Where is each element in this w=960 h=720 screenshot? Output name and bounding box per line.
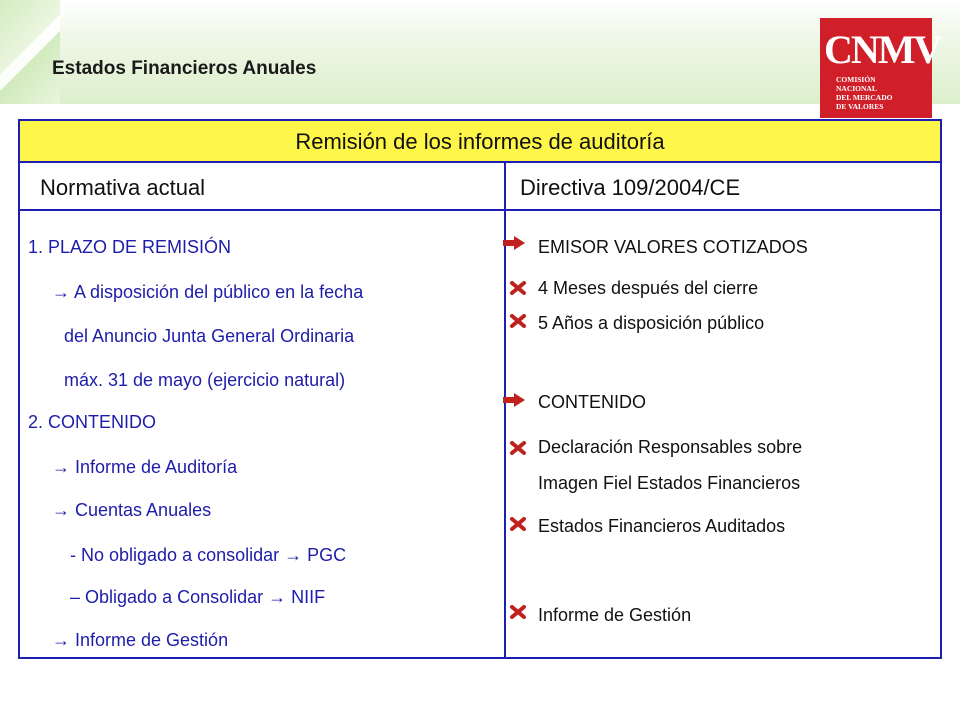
left-item: → A disposición del público en la fecha (52, 282, 364, 302)
left-item: - No obligado a consolidar → PGC (70, 545, 347, 565)
red-arrow-icon (503, 393, 525, 407)
red-x-icon (509, 314, 527, 328)
left-item: → Cuentas Anuales (52, 500, 212, 520)
red-x-icon (509, 517, 527, 531)
left-item: – Obligado a Consolidar → NIIF (70, 587, 326, 607)
left-column-header: Normativa actual (40, 175, 206, 200)
table-title: Remisión de los informes de auditoría (20, 121, 940, 163)
page-title: Estados Financieros Anuales (52, 58, 317, 79)
red-x-icon (509, 605, 527, 619)
logo-acronym: CNMV (824, 27, 941, 72)
right-item: 5 Años a disposición público (538, 313, 765, 333)
red-x-icon (509, 441, 527, 455)
right-item: Informe de Gestión (538, 605, 692, 625)
left-item: → Informe de Auditoría (52, 457, 238, 477)
right-item: Estados Financieros Auditados (538, 516, 786, 536)
right-item: CONTENIDO (538, 392, 646, 412)
right-item: 4 Meses después del cierre (538, 278, 759, 298)
decorative-corner (0, 0, 60, 104)
left-item: 1. PLAZO DE REMISIÓN (28, 237, 232, 257)
left-item: 2. CONTENIDO (28, 412, 157, 432)
logo-subtitle: COMISIÓN NACIONAL DEL MERCADO DE VALORES (836, 75, 893, 111)
comparison-table (18, 119, 942, 659)
left-item: máx. 31 de mayo (ejercicio natural) (64, 370, 346, 390)
right-item: Imagen Fiel Estados Financieros (538, 473, 801, 493)
table-subheader (20, 163, 940, 211)
left-item: → Informe de Gestión (52, 630, 229, 650)
cnmv-logo (820, 18, 941, 118)
red-arrow-icon (503, 236, 525, 250)
left-item: del Anuncio Junta General Ordinaria (64, 326, 355, 346)
right-item: EMISOR VALORES COTIZADOS (538, 237, 808, 257)
red-x-icon (509, 281, 527, 295)
right-item: Declaración Responsables sobre (538, 437, 803, 457)
header-band (0, 0, 960, 104)
right-column-header: Directiva 109/2004/CE (520, 175, 741, 200)
